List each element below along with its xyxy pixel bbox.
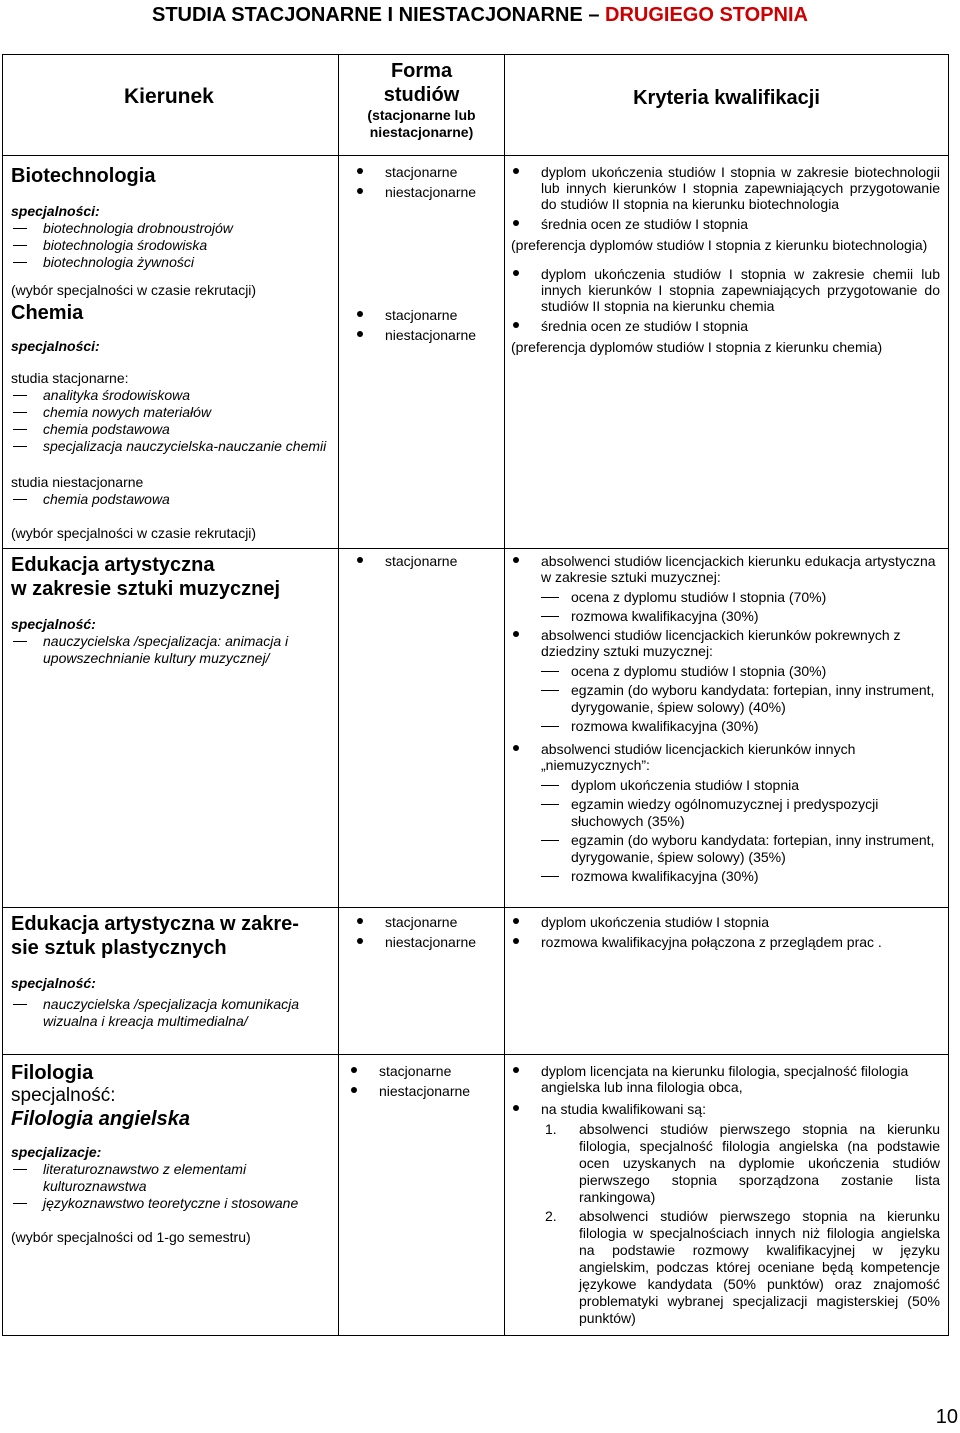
spec-item: biotechnologia żywności — [11, 254, 332, 271]
selection-note: (wybór specjalności w czasie rekrutacji) — [11, 525, 257, 541]
program-cell — [3, 156, 339, 549]
spec-item: nauczycielska /specjalizacja: animacja i upowszechnianie kultury muzycznej/ — [11, 633, 332, 667]
specializations-label: specjalizacje: — [11, 1144, 102, 1160]
study-mode-label: studia stacjonarne: — [11, 370, 129, 386]
numbered-item: 2. absolwenci studiów pierwszego stopnia na kierunku filologia w specjalnościach innych niż filologia angielska na podstawie rozmowy kwalifikacyjnej w języku angielskim, podczas której oceniane będą kompetencje językowe kandydata (50% punktów) oraz znajomość problematyki wybranej specjalizacji magisterskiej (50% punktów) — [545, 1208, 940, 1326]
selection-note: (wybór specjalności w czasie rekrutacji) — [11, 282, 257, 298]
criteria-item: na studia kwalifikowani są: — [511, 1101, 940, 1117]
criteria-item: dyplom licencjata na kierunku filologia, specjalność filologia angielska lub inna filologia obca, — [511, 1063, 940, 1095]
criteria-item: rozmowa kwalifikacyjna połączona z przeglądem prac . — [511, 934, 940, 950]
header-title: STUDIA STACJONARNE I NIESTACJONARNE – — [151, 4, 600, 26]
criteria-subitem: ocena z dyplomu studiów I stopnia (70%) — [511, 589, 940, 606]
spec-item: biotechnologia drobnoustrojów — [11, 220, 332, 237]
col-header-kierunek: Kierunek — [3, 55, 339, 156]
mode-item: niestacjonarne — [355, 327, 504, 343]
criteria-subitem: rozmowa kwalifikacyjna (30%) — [511, 718, 940, 735]
criteria-item: średnia ocen ze studiów I stopnia — [511, 318, 940, 334]
criteria-subitem: ocena z dyplomu studiów I stopnia (30%) — [511, 663, 940, 680]
criteria-cell — [505, 549, 949, 908]
program-cell — [3, 908, 339, 1055]
mode-item: niestacjonarne — [355, 184, 504, 200]
mode-item: niestacjonarne — [355, 934, 504, 950]
criteria-subitem: rozmowa kwalifikacyjna (30%) — [511, 608, 940, 625]
criteria-cell — [505, 156, 949, 549]
criteria-subitem: rozmowa kwalifikacyjna (30%) — [511, 868, 940, 885]
spec-item: biotechnologia środowiska — [11, 237, 332, 254]
preference-note: (preferencja dyplomów studiów I stopnia z kierunku biotechnologia) — [511, 237, 928, 253]
spec-item: specjalizacja nauczycielska-nauczanie chemii — [11, 438, 332, 455]
selection-note: (wybór specjalności od 1-go semestru) — [11, 1229, 251, 1245]
table-row — [3, 1055, 949, 1336]
study-mode-label: studia niestacjonarne — [11, 474, 144, 490]
mode-item: stacjonarne — [355, 553, 504, 569]
numbered-item-text: absolwenci studiów pierwszego stopnia na kierunku filologia w specjalnościach innych niż filologia angielska na podstawie rozmowy kwalifikacyjnej w języku angielskim, podczas której oceniane będą kompetencje językowe kandydata (50% punktów) oraz znajomość problematyki wybranej specjalizacji magisterskiej (50% punktów) — [579, 1208, 940, 1326]
program-name-line2: w zakresie sztuki muzycznej — [11, 578, 281, 600]
forma-cell — [339, 908, 505, 1055]
numbered-item-text: absolwenci studiów pierwszego stopnia na kierunku filologia, specjalność filologia angielska (na podstawie ocen uzyskanych na dyplomie ukończenia studiów pierwszego stopnia sporządzona zostanie lista rankingowa) — [579, 1121, 940, 1205]
spec-label: specjalność: — [11, 975, 96, 991]
program-name: Filologia — [11, 1062, 94, 1084]
criteria-subitem: egzamin (do wyboru kandydata: fortepian, inny instrument, dyrygowanie, śpiew solowy) (35%) — [511, 832, 940, 866]
spec-item: literaturoznawstwo z elementami kulturoznawstwa — [11, 1161, 332, 1195]
table-header-row — [3, 55, 949, 156]
spec-item: chemia podstawowa — [11, 421, 332, 438]
program-name: Edukacja artystyczna w zakre- — [11, 913, 299, 935]
program-name-line2: sie sztuk plastycznych — [11, 937, 227, 959]
numbered-item: 1. absolwenci studiów pierwszego stopnia na kierunku filologia, specjalność filologia angielska (na podstawie ocen uzyskanych na dyplomie ukończenia studiów pierwszego stopnia sporządzona zostanie lista rankingowa) — [545, 1121, 940, 1205]
spec-label: specjalności: — [11, 203, 100, 219]
criteria-subitem: dyplom ukończenia studiów I stopnia — [511, 777, 940, 794]
mode-item: niestacjonarne — [349, 1083, 504, 1099]
program-name: Chemia — [11, 302, 84, 324]
spec-item: językoznawstwo teoretyczne i stosowane — [11, 1195, 332, 1212]
table-row — [3, 908, 949, 1055]
spec-item: chemia podstawowa — [11, 491, 332, 508]
criteria-subitem: egzamin (do wyboru kandydata: fortepian, inny instrument, dyrygowanie, śpiew solowy) (40%) — [511, 682, 940, 716]
forma-cell — [339, 549, 505, 908]
criteria-item: średnia ocen ze studiów I stopnia — [511, 216, 940, 232]
mode-item: stacjonarne — [349, 1063, 504, 1079]
criteria-item: absolwenci studiów licencjackich kierunków innych „niemuzycznych”: — [511, 741, 940, 773]
criteria-cell — [505, 908, 949, 1055]
preference-note: (preferencja dyplomów studiów I stopnia z kierunku chemia) — [511, 339, 883, 355]
criteria-item: absolwenci studiów licencjackich kierunków pokrewnych z dziedziny sztuki muzycznej: — [511, 627, 940, 659]
program-name: Biotechnologia — [11, 165, 156, 187]
mode-item: stacjonarne — [355, 164, 504, 180]
spec-label: specjalność: — [11, 616, 96, 632]
criteria-subitem: egzamin wiedzy ogólnomuzycznej i predyspozycji słuchowych (35%) — [511, 796, 940, 830]
spec-name: Filologia angielska — [11, 1108, 190, 1130]
spec-item: analityka środowiskowa — [11, 387, 332, 404]
program-name: Edukacja artystyczna — [11, 554, 215, 576]
spec-label: specjalności: — [11, 338, 100, 354]
table-row — [3, 549, 949, 908]
mode-item: stacjonarne — [355, 914, 504, 930]
page-number: 10 — [935, 1406, 958, 1428]
spec-item: nauczycielska /specjalizacja komunikacja wizualna i kreacja multimedialna/ — [11, 996, 332, 1030]
col-header-forma — [339, 55, 505, 156]
table-row — [3, 156, 949, 549]
forma-cell — [339, 1055, 505, 1336]
criteria-item: dyplom ukończenia studiów I stopnia — [511, 914, 940, 930]
forma-cell — [339, 156, 505, 549]
criteria-item: dyplom ukończenia studiów I stopnia w zakresie chemii lub innych kierunków I stopnia zapewniających przygotowanie do studiów II stopnia na kierunku chemia — [511, 266, 940, 314]
forma-line3: (stacjonarne lub niestacjonarne) — [367, 107, 476, 140]
page-header — [0, 0, 960, 34]
criteria-item: absolwenci studiów licencjackich kierunku edukacja artystyczna w zakresie sztuki muzycznej: — [511, 553, 940, 585]
criteria-cell — [505, 1055, 949, 1336]
col-header-kryteria: Kryteria kwalifikacji — [505, 55, 949, 156]
program-cell — [3, 549, 339, 908]
spec-item: chemia nowych materiałów — [11, 404, 332, 421]
forma-line2: studiów — [383, 84, 460, 106]
admission-table — [2, 54, 949, 1336]
criteria-item: dyplom ukończenia studiów I stopnia w zakresie biotechnologii lub innych kierunków I stopnia zapewniających przygotowanie do studiów II stopnia na kierunku biotechnologia — [511, 164, 940, 212]
forma-line1: Forma — [390, 60, 453, 82]
program-cell — [3, 1055, 339, 1336]
header-title-red: DRUGIEGO STOPNIA — [605, 4, 808, 26]
mode-item: stacjonarne — [355, 307, 504, 323]
spec-label: specjalność: — [11, 1085, 116, 1106]
